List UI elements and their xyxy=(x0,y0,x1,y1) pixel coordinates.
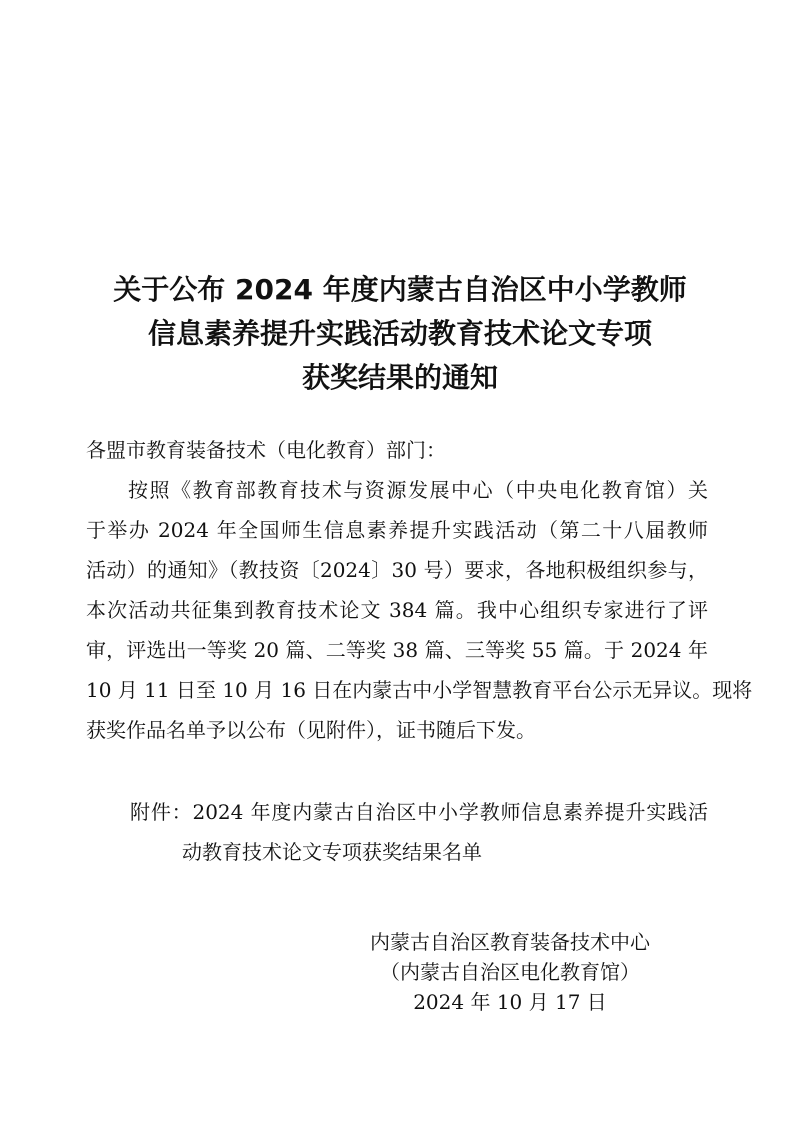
issuer-alias: （内蒙古自治区电化教育馆） xyxy=(380,960,640,984)
notice-title-line-2: 信息素养提升实践活动教育技术论文专项 xyxy=(147,317,652,350)
body-line: 审，评选出一等奖 20 篇、二等奖 38 篇、三等奖 55 篇。于 2024 年 xyxy=(86,638,708,662)
notice-title-line-1: 关于公布 2024 年度内蒙古自治区中小学教师 xyxy=(113,273,687,306)
salutation: 各盟市教育装备技术（电化教育）部门： xyxy=(86,438,446,462)
issue-date: 2024 年 10 月 17 日 xyxy=(413,990,607,1014)
body-line: 按照《教育部教育技术与资源发展中心（中央电化教育馆）关 xyxy=(128,478,708,502)
body-line: 活动）的通知》（教技资〔2024〕30 号）要求，各地积极组织参与， xyxy=(86,558,708,582)
attachment-line-1: 附件：2024 年度内蒙古自治区中小学教师信息素养提升实践活 xyxy=(130,800,708,824)
issuer-name: 内蒙古自治区教育装备技术中心 xyxy=(370,930,650,954)
notice-title-line-3: 获奖结果的通知 xyxy=(301,361,498,394)
attachment-line-2: 动教育技术论文专项获奖结果名单 xyxy=(182,840,482,864)
body-line: 本次活动共征集到教育技术论文 384 篇。我中心组织专家进行了评 xyxy=(86,598,708,622)
body-line: 于举办 2024 年全国师生信息素养提升实践活动（第二十八届教师 xyxy=(86,518,708,542)
body-line: 10 月 11 日至 10 月 16 日在内蒙古中小学智慧教育平台公示无异议。现将 xyxy=(86,678,753,702)
body-line: 获奖作品名单予以公布（见附件），证书随后下发。 xyxy=(86,718,536,742)
